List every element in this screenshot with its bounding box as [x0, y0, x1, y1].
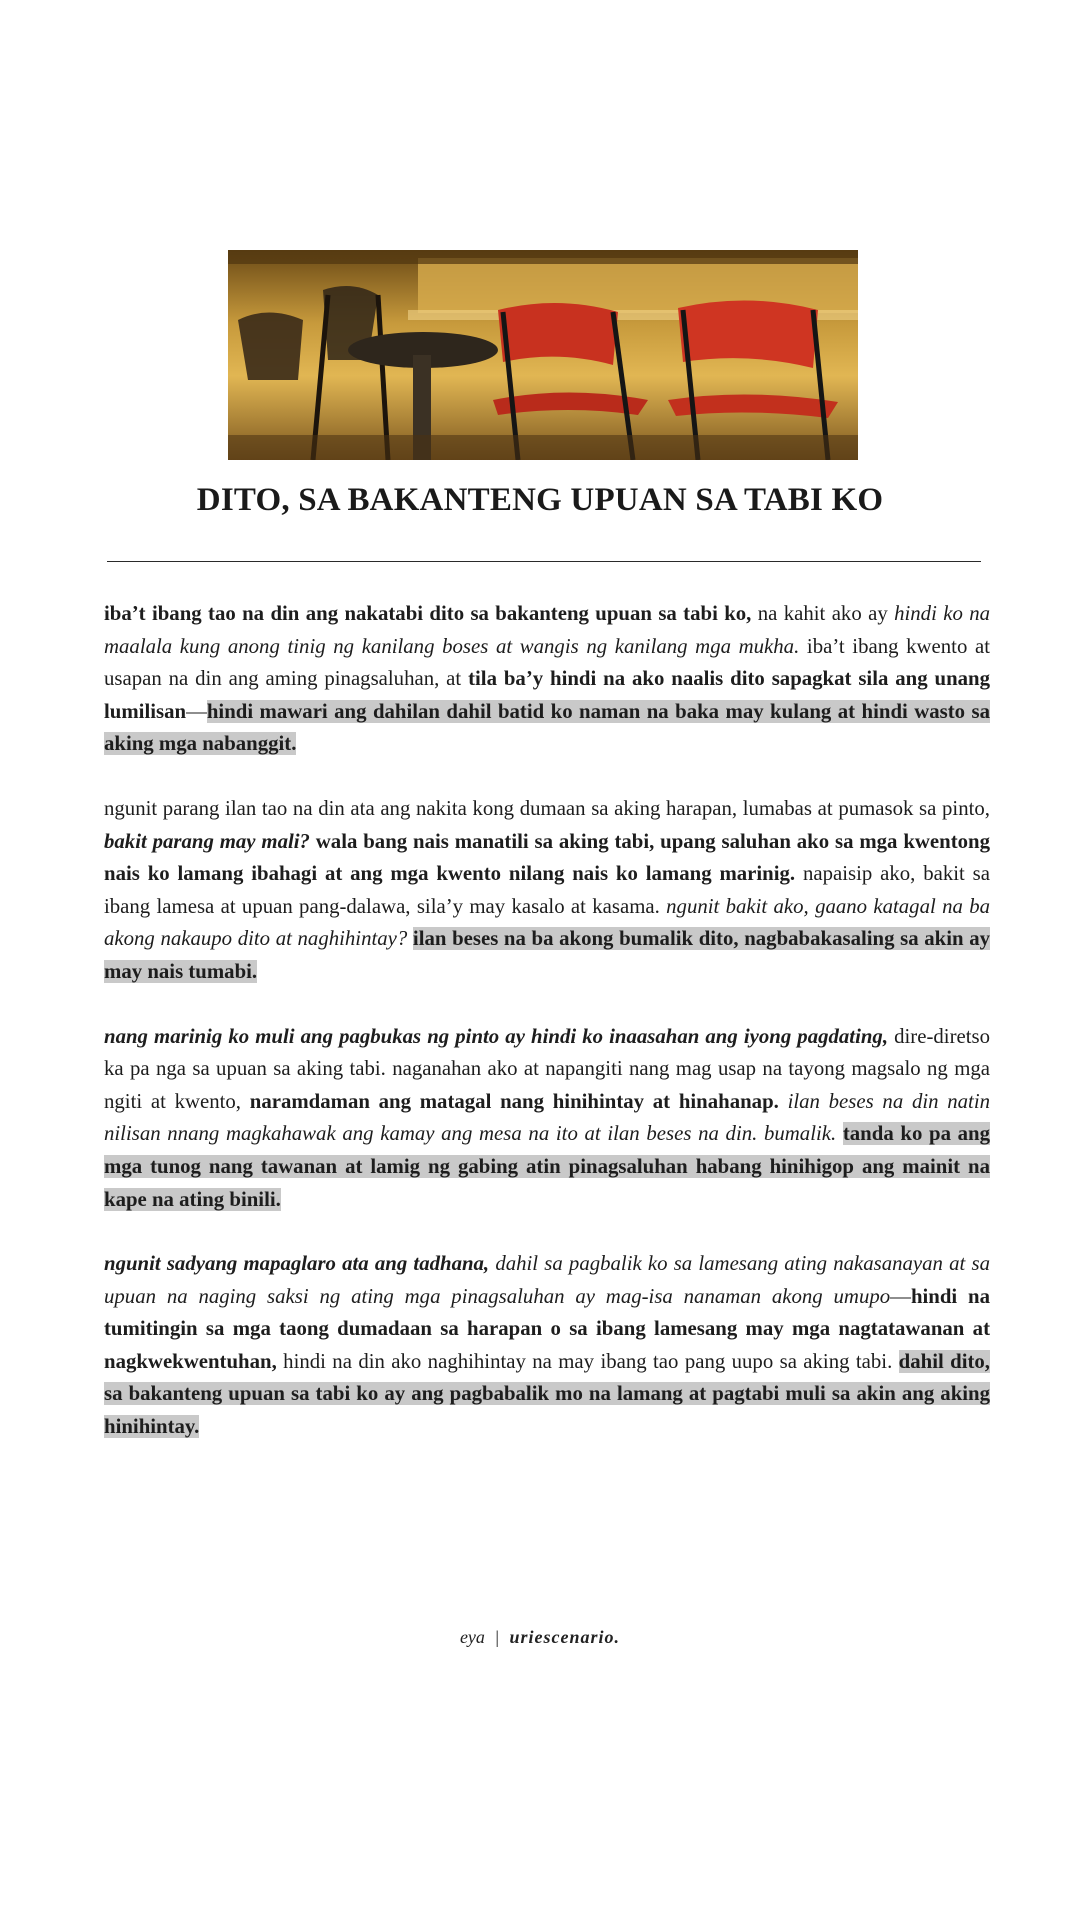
text-segment: iba’t ibang tao na din ang nakatabi dito sa bakanteng upuan sa tabi ko, [104, 602, 752, 625]
story-body [104, 598, 990, 1476]
text-segment: wala bang nais manatili sa aking tabi, upang saluhan ako sa mga kwentong nais ko lamang ibahagi at ang mga kwento nilang nais ko lamang marinig. [104, 829, 990, 886]
highlighted-text: ilan beses na ba akong bumalik dito, nagbabakasaling sa akin ay may nais tumabi. [104, 927, 990, 983]
text-segment: — [186, 699, 207, 723]
text-segment: na kahit ako ay [751, 602, 895, 625]
paragraph [104, 1248, 990, 1444]
text-segment: napaisip ako, bakit sa ibang lamesa at upuan pang-dalawa, sila’y may kasalo at kasama. [104, 862, 990, 918]
text-segment: ngunit sadyang mapaglaro ata ang tadhana, [104, 1252, 490, 1276]
paragraph [104, 793, 990, 989]
text-segment: ngunit parang ilan tao na din ata ang nakita kong dumaan sa aking harapan, lumabas at pumasok sa pinto, [104, 796, 990, 820]
text-segment: ngunit bakit ako, gaano katagal na ba akong nakaupo dito at naghihintay? [104, 894, 990, 951]
text-segment: hindi ko na maalala kung anong tinig ng kanilang boses at wangis ng kanilang mga mukha. [104, 602, 991, 658]
text-segment: hindi na din ako naghihintay na may ibang tao pang uupo sa aking tabi. [276, 1349, 899, 1373]
text-segment: dahil sa pagbalik ko sa lamesang ating nakasanayan at sa upuan na naging saksi ng ating mga pinagsaluhan ay mag-isa nanaman akong umupo [104, 1252, 990, 1308]
text-segment: iba’t ibang kwento at usapan na din ang aming pinagsaluhan, at [104, 634, 990, 691]
signature-author: eya [459, 1627, 485, 1647]
paragraph [104, 598, 990, 761]
story-title: DITO, SA BAKANTENG UPUAN SA TABI KO [196, 482, 884, 518]
text-segment [836, 1122, 843, 1145]
highlighted-text: tanda ko pa ang mga tunog nang tawanan at lamig ng gabing atin pinagsaluhan habang hinihigop ang mainit na kape na ating binili. [104, 1122, 991, 1211]
signature-separator: | [495, 1627, 500, 1647]
highlighted-text: dahil dito, sa bakanteng upuan sa tabi ko ay ang pagbabalik mo na lamang at pagtabi muli sa akin ang aking hinihintay. [104, 1349, 991, 1439]
text-segment: nang marinig ko muli ang pagbukas ng pinto ay hindi ko inaasahan ang iyong pagdating, [104, 1024, 889, 1048]
title-divider [107, 561, 981, 562]
paragraph [104, 1021, 990, 1217]
text-segment: tila ba’y hindi na ako naalis dito sapagkat sila ang unang lumilisan [104, 667, 990, 723]
highlighted-text: hindi mawari ang dahilan dahil batid ko naman na baka may kulang at hindi wasto sa aking mga nabanggit. [104, 699, 990, 756]
signature [0, 1627, 1080, 1648]
cafe-chairs-photo [228, 250, 858, 460]
text-segment [779, 1090, 788, 1113]
text-segment: dire-diretso ka pa nga sa upuan sa aking tabi. naganahan ako at napangiti nang mag usap na tayong magsalo ng mga ngiti at kwento, [104, 1024, 990, 1113]
text-segment: naramdaman ang matagal nang hinihintay at hinahanap. [249, 1089, 779, 1113]
signature-handle: uriescenario. [509, 1627, 621, 1647]
text-segment: hindi na tumitingin sa mga taong dumadaan sa harapan o sa ibang lamesang may mga nagtatawanan at nagkwekwentuhan, [104, 1284, 990, 1373]
text-segment: ilan beses na din natin nilisan nnang magkahawak ang kamay ang mesa na ito at ilan beses na din. bumalik. [104, 1089, 991, 1146]
text-segment: bakit parang may mali? [104, 829, 310, 853]
text-segment: — [890, 1284, 911, 1308]
